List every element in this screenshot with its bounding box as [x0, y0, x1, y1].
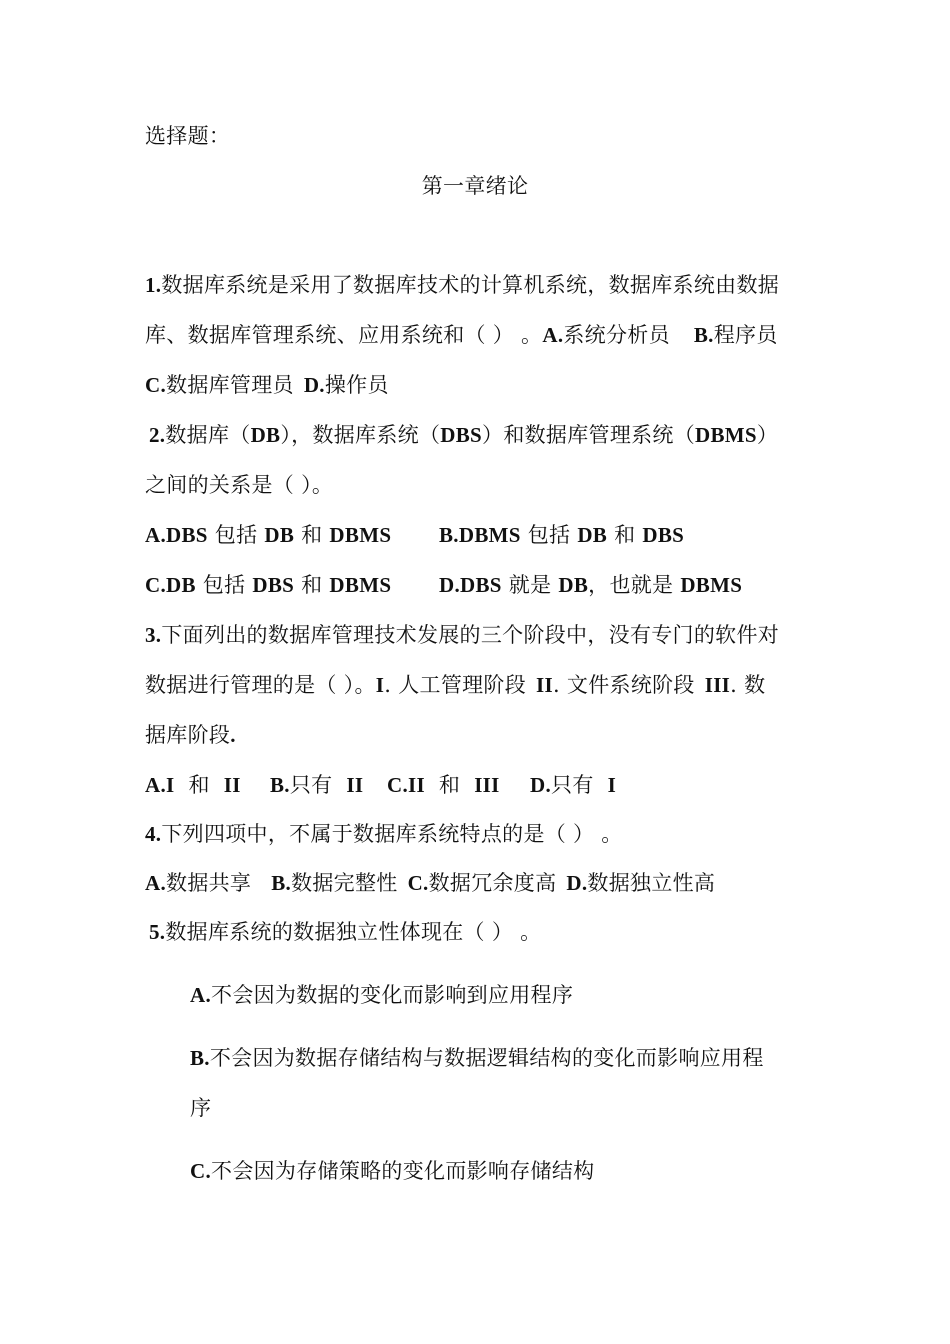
q1-option-d: 操作员	[324, 373, 389, 397]
q3-option-b: B.只有 II	[270, 773, 364, 797]
q1-line-1: 1.数据库系统是采用了数据库技术的计算机系统，数据库系统由数据	[145, 273, 780, 297]
q2-option-b: B.DBMS 包括 DB 和 DBS	[439, 523, 685, 547]
q1-line-2: 库、数据库管理系统、应用系统和（ ） 。A.系统分析员 B.程序员	[145, 323, 778, 347]
q4-option-c: 数据冗余度高	[428, 871, 557, 895]
q3-option-a: A.I 和 II	[145, 773, 241, 797]
q5-option-a: A.不会因为数据的变化而影响到应用程序	[190, 983, 574, 1007]
q5-line-1: 5.数据库系统的数据独立性体现在（ ） 。	[149, 920, 542, 944]
q2-line-1: 2.数据库（DB），数据库系统（DBS）和数据库管理系统（DBMS）	[149, 423, 779, 447]
q4-option-d: 数据独立性高	[587, 871, 716, 895]
q1-option-c: 数据库管理员	[166, 373, 294, 397]
q1-line-3: C.数据库管理员 D.操作员	[145, 373, 389, 397]
q3-options	[145, 770, 617, 800]
q2-option-c: C.DB 包括 DBS 和 DBMS	[145, 573, 392, 597]
q1-option-a: 系统分析员	[563, 323, 670, 347]
section-heading: 选择题：	[145, 124, 231, 148]
q3-line-2: 数据进行管理的是（ ）。I. 人工管理阶段 II. 文件系统阶段 III. 数	[145, 673, 766, 697]
q3-option-d: D.只有 I	[530, 773, 617, 797]
q5-option-c: C.不会因为存储策略的变化而影响存储结构	[190, 1159, 595, 1183]
q3-number: 3.	[145, 623, 162, 647]
q5-number: 5.	[149, 920, 166, 944]
q2-options-ab	[145, 520, 685, 550]
q5-option-b: B.不会因为数据存储结构与数据逻辑结构的变化而影响应用程	[190, 1046, 764, 1070]
chapter-title: 第一章绪论	[421, 174, 529, 198]
q2-line-2: 之间的关系是（ ）。	[145, 473, 334, 497]
q4-option-b: 数据完整性	[291, 871, 398, 895]
q4-number: 4.	[145, 822, 162, 846]
q3-line-3: 据库阶段.	[145, 723, 236, 747]
q4-line-1: 4.下列四项中，不属于数据库系统特点的是（ ） 。	[145, 822, 623, 846]
q2-number: 2.	[149, 423, 166, 447]
q2-options-cd	[145, 570, 743, 600]
q5-option-b-continued: 序	[190, 1096, 212, 1120]
q1-option-b: 程序员	[713, 323, 778, 347]
q2-option-a: A.DBS 包括 DB 和 DBMS	[145, 523, 392, 547]
q3-line-1: 3.下面列出的数据库管理技术发展的三个阶段中，没有专门的软件对	[145, 623, 780, 647]
q4-options: A.数据共享 B.数据完整性 C.数据冗余度高 D.数据独立性高	[145, 871, 716, 895]
q2-option-d: D.DBS 就是 DB，也就是 DBMS	[439, 573, 743, 597]
q1-number: 1.	[145, 273, 162, 297]
q3-option-c: C.II 和 III	[387, 773, 500, 797]
q4-option-a: 数据共享	[166, 871, 252, 895]
